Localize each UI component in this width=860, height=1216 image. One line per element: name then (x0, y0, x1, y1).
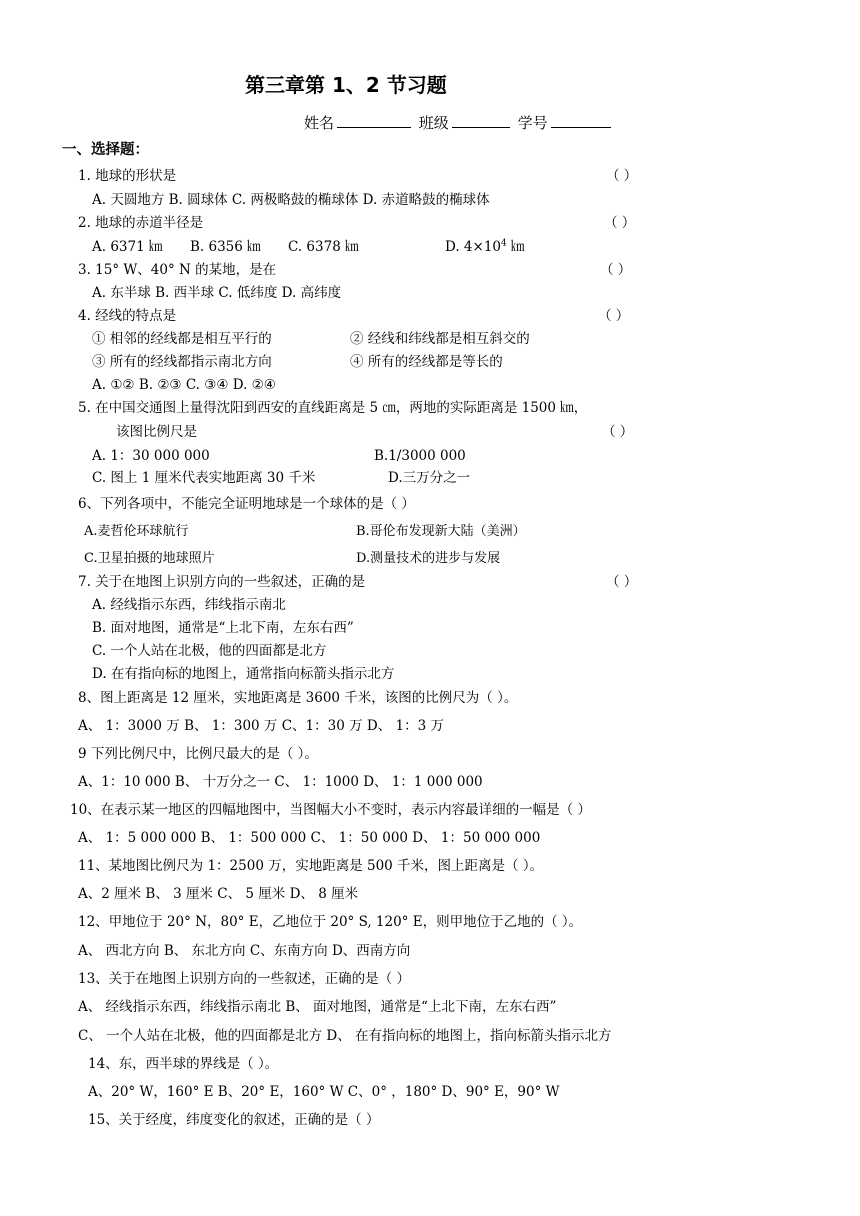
page-title: 第三章第 1、2 节习题 (245, 73, 447, 97)
id-label: 学号 (517, 114, 548, 132)
q13-stem: 13、关于在地图上识别方向的一些叙述，正确的是（ ） (78, 971, 410, 987)
q5-option-d: D.三万分之一 (388, 470, 471, 486)
q5-option-c: C. 图上 1 厘米代表实地距离 30 千米 (92, 470, 316, 486)
q7-option-d: D. 在有指向标的地图上，通常指向标箭头指示北方 (92, 666, 395, 682)
q4-statement-2: ② 经线和纬线都是相互斜交的 (350, 331, 530, 347)
q3-stem: 3. 15° W、40° N 的某地，是在 (78, 262, 277, 278)
q14-options: A、20° W，160° E B、20° E，160° W C、0° ，180° D、90° E，90° W (88, 1084, 560, 1100)
q3-options: A. 东半球 B. 西半球 C. 低纬度 D. 高纬度 (92, 285, 342, 301)
name-field[interactable] (337, 113, 411, 128)
q10-stem: 10、在表示某一地区的四幅地图中，当图幅大小不变时，表示内容最详细的一幅是（ ） (70, 802, 591, 818)
q4-answer-paren[interactable]: （ ） (598, 308, 630, 324)
q6-option-c: C.卫星拍摄的地球照片 (84, 551, 215, 566)
q5-answer-paren[interactable]: （ ） (602, 424, 634, 440)
q8-stem: 8、图上距离是 12 厘米，实地距离是 3600 千米，该图的比例尺为（ ）。 (78, 690, 518, 706)
q9-options: A、1：10 000 B、 十万分之一 C、 1：1000 D、 1：1 000 000 (78, 774, 483, 790)
q4-statement-1: ① 相邻的经线都是相互平行的 (92, 331, 272, 347)
q6-option-b: B.哥伦布发现新大陆（美洲） (356, 524, 526, 539)
q6-option-a: A.麦哲伦环球航行 (84, 524, 189, 539)
q4-statement-3: ③ 所有的经线都指示南北方向 (92, 354, 272, 370)
q12-stem: 12、甲地位于 20° N，80° E，乙地位于 20° S, 120° E，则甲地位于乙地的（ ）。 (78, 914, 583, 930)
q2-option-b: B. 6356 ㎞ (190, 239, 261, 255)
q10-options: A、 1：5 000 000 B、 1：500 000 C、 1：50 000 D、 1：50 000 000 (78, 830, 541, 846)
q11-options: A、2 厘米 B、 3 厘米 C、 5 厘米 D、 8 厘米 (78, 886, 359, 902)
q12-options: A、 西北方向 B、 东北方向 C、东南方向 D、西南方向 (78, 943, 411, 959)
q1-stem: 1. 地球的形状是 (78, 168, 177, 184)
q5-option-a: A. 1：30 000 000 (92, 448, 210, 464)
q6-stem: 6、下列各项中，不能完全证明地球是一个球体的是（ ） (78, 496, 415, 512)
q3-answer-paren[interactable]: （ ） (600, 262, 632, 278)
name-label: 姓名 (304, 114, 335, 132)
q7-option-c: C. 一个人站在北极，他的四面都是北方 (92, 643, 327, 659)
q1-options: A. 天圆地方 B. 圆球体 C. 两极略鼓的椭球体 D. 赤道略鼓的椭球体 (92, 192, 490, 208)
q4-statement-4: ④ 所有的经线都是等长的 (350, 354, 503, 370)
q7-option-b: B. 面对地图，通常是“上北下南，左东右西” (92, 620, 354, 636)
q5-stem-line1: 5. 在中国交通图上量得沈阳到西安的直线距离是 5 ㎝，两地的实际距离是 1500 ㎞， (78, 400, 588, 416)
q4-stem: 4. 经线的特点是 (78, 308, 177, 324)
q7-answer-paren[interactable]: （ ） (606, 574, 638, 590)
class-label: 班级 (418, 114, 449, 132)
q8-options: A、 1：3000 万 B、 1：300 万 C、1：30 万 D、 1：3 万 (78, 718, 444, 734)
q1-answer-paren[interactable]: （ ） (606, 168, 638, 184)
q11-stem: 11、某地图比例尺为 1：2500 万，实地距离是 500 千米，图上距离是（ ）。 (78, 858, 544, 874)
section-heading: 一、选择题： (62, 141, 149, 158)
q13-options-line1: A、 经线指示东西，纬线指示南北 B、 面对地图，通常是“上北下南，左东右西” (78, 999, 557, 1015)
q15-stem: 15、关于经度，纬度变化的叙述，正确的是（ ） (88, 1112, 380, 1128)
q5-option-b: B.1/3000 000 (374, 448, 466, 464)
q9-stem: 9 下列比例尺中，比例尺最大的是（ ）。 (78, 746, 318, 762)
q7-stem: 7. 关于在地图上识别方向的一些叙述，正确的是 (78, 574, 366, 590)
q4-options: A. ①② B. ②③ C. ③④ D. ②④ (92, 377, 276, 393)
student-info (304, 113, 614, 132)
q2-option-a: A. 6371 ㎞ (92, 239, 163, 255)
q13-options-line2: C、 一个人站在北极，他的四面都是北方 D、 在有指向标的地图上，指向标箭头指示北方 (78, 1028, 612, 1044)
q5-stem-line2: 该图比例尺是 (116, 424, 197, 440)
q6-option-d: D.测量技术的进步与发展 (356, 551, 501, 566)
id-field[interactable] (551, 113, 611, 128)
q14-stem: 14、东，西半球的界线是（ ）。 (88, 1056, 279, 1072)
q2-option-c: C. 6378 ㎞ (288, 239, 359, 255)
q2-stem: 2. 地球的赤道半径是 (78, 215, 204, 231)
q2-answer-paren[interactable]: （ ） (604, 215, 636, 231)
class-field[interactable] (452, 113, 510, 128)
q7-option-a: A. 经线指示东西，纬线指示南北 (92, 597, 286, 613)
q2-option-d: D. $4\times 10^4$ ㎞ (445, 238, 525, 255)
